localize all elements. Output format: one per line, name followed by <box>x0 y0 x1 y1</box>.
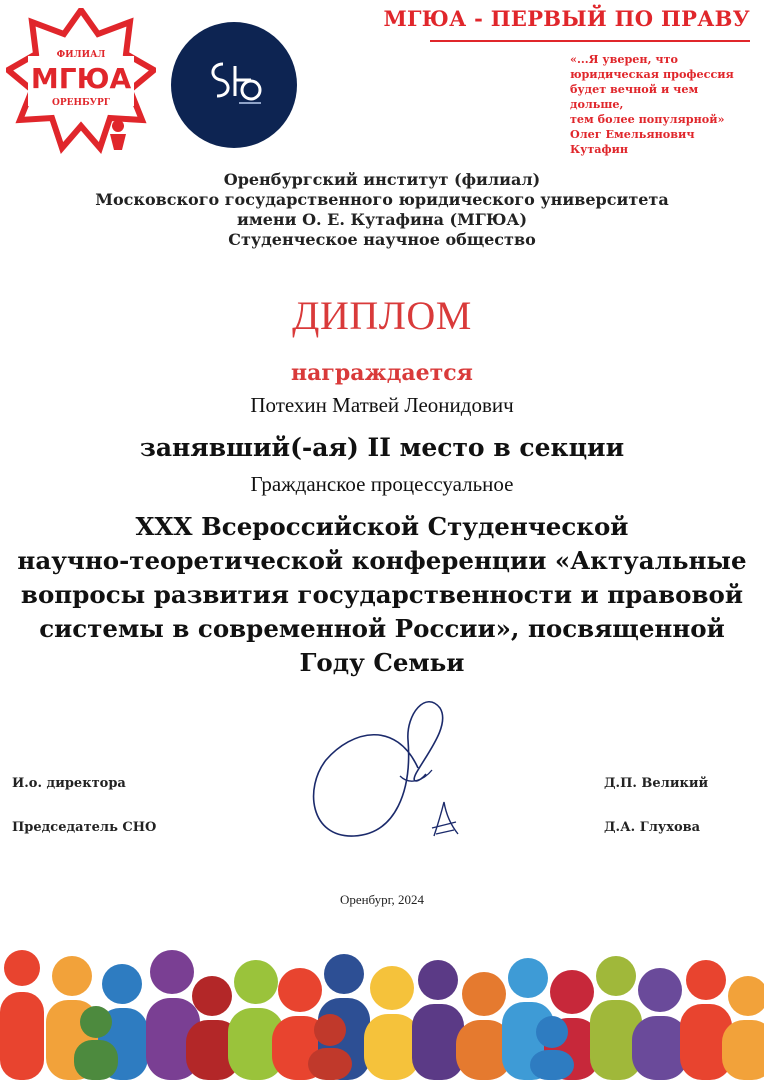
quote-author: Олег Емельянович Кутафин <box>570 127 695 156</box>
mgua-logo-bottom-text: ОРЕНБУРГ <box>52 98 110 108</box>
mgua-logo-top-text: ФИЛИАЛ <box>56 50 106 60</box>
institution-line: имени О. Е. Кутафина (МГЮА) <box>236 210 528 229</box>
kutafin-quote <box>570 52 750 157</box>
diploma-title: ДИПЛОМ <box>292 293 472 338</box>
chair-name: Д.А. Глухова <box>604 820 701 835</box>
quote-line: «...Я уверен, что <box>570 52 678 66</box>
city-year: Оренбург, 2024 <box>339 892 425 907</box>
slogan-divider <box>430 40 750 42</box>
recipient-name: Потехин Матвей Леонидович <box>250 393 514 417</box>
institution-line: Московского государственного юридического университета <box>95 190 669 209</box>
sno-monogram-icon <box>201 56 265 112</box>
conference-line: научно-теоретической конференции «Актуальные <box>17 546 747 575</box>
institution-line: Студенческое научное общество <box>228 230 536 249</box>
conference-title <box>0 510 764 680</box>
director-role: И.о. директора <box>12 776 126 791</box>
director-name: Д.П. Великий <box>604 776 709 791</box>
mgua-logo <box>6 8 156 156</box>
sno-logo <box>171 22 297 148</box>
awarded-label: награждается <box>291 360 473 386</box>
conference-line: системы в современной России», посвященной <box>39 614 725 643</box>
institution-line: Оренбургский институт (филиал) <box>223 170 541 189</box>
placement-text: занявший(-ая) II место в секции <box>139 433 625 462</box>
quote-line: будет вечной и чем дольше, <box>570 82 699 111</box>
quote-line: тем более популярной» <box>570 112 725 126</box>
quote-line: юридическая профессия <box>570 67 734 81</box>
chair-signature <box>428 800 460 840</box>
crowd-decoration <box>0 940 764 1080</box>
conference-line: Году Семьи <box>299 648 465 677</box>
mgua-logo-main-text: МГЮА <box>30 62 132 95</box>
section-name: Гражданское процессуальное <box>250 472 514 496</box>
conference-line: вопросы развития государственности и правовой <box>20 580 744 609</box>
chair-role: Председатель СНО <box>12 820 157 835</box>
institution-block <box>0 170 764 250</box>
slogan: МГЮА - ПЕРВЫЙ ПО ПРАВУ <box>383 6 750 31</box>
conference-line: XXX Всероссийской Студенческой <box>135 512 629 541</box>
